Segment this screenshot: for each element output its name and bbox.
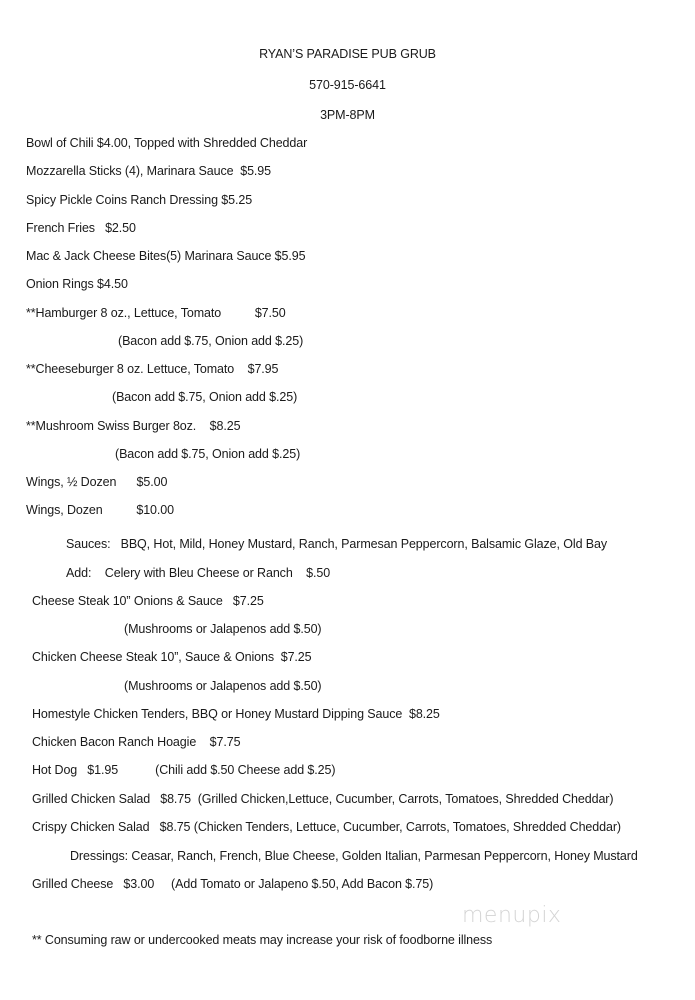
menu-line: Dressings: Ceasar, Ranch, French, Blue Cheese, Golden Italian, Parmesan Peppercorn, Honey Mustard	[70, 849, 638, 863]
menu-line: (Mushrooms or Jalapenos add $.50)	[124, 679, 322, 693]
menu-line: Homestyle Chicken Tenders, BBQ or Honey Mustard Dipping Sauce $8.25	[32, 707, 440, 721]
menu-line: Wings, ½ Dozen $5.00	[26, 475, 168, 489]
menu-line: **Hamburger 8 oz., Lettuce, Tomato $7.50	[26, 306, 286, 320]
menu-line: **Cheeseburger 8 oz. Lettuce, Tomato $7.95	[26, 362, 279, 376]
menu-line: Grilled Cheese $3.00 (Add Tomato or Jalapeno $.50, Add Bacon $.75)	[32, 877, 434, 891]
menu-line: Chicken Cheese Steak 10”, Sauce & Onions $7.25	[32, 650, 312, 664]
menu-line: (Bacon add $.75, Onion add $.25)	[115, 447, 301, 461]
menu-line: Sauces: BBQ, Hot, Mild, Honey Mustard, Ranch, Parmesan Peppercorn, Balsamic Glaze, Old Bay	[66, 537, 608, 551]
menu-line: Onion Rings $4.50	[26, 277, 128, 291]
menu-line: Cheese Steak 10” Onions & Sauce $7.25	[32, 594, 264, 608]
hours: 3PM-8PM	[320, 108, 375, 122]
menu-line: Grilled Chicken Salad $8.75 (Grilled Chicken,Lettuce, Cucumber, Carrots, Tomatoes, Shredded Cheddar)	[32, 792, 614, 806]
food-safety-disclaimer: ** Consuming raw or undercooked meats may increase your risk of foodborne illness	[32, 933, 493, 947]
menu-line: Chicken Bacon Ranch Hoagie $7.75	[32, 735, 241, 749]
watermark-logo: menupix	[462, 903, 562, 928]
phone-number: 570-915-6641	[309, 78, 386, 92]
menu-line: **Mushroom Swiss Burger 8oz. $8.25	[26, 419, 241, 433]
menu-line: Crispy Chicken Salad $8.75 (Chicken Tenders, Lettuce, Cucumber, Carrots, Tomatoes, Shredded Cheddar)	[32, 820, 621, 834]
menu-line: French Fries $2.50	[26, 221, 136, 235]
menu-line: (Bacon add $.75, Onion add $.25)	[118, 334, 304, 348]
menu-line: Mozzarella Sticks (4), Marinara Sauce $5.95	[26, 164, 272, 178]
menu-line: (Mushrooms or Jalapenos add $.50)	[124, 622, 322, 636]
menu-line: (Bacon add $.75, Onion add $.25)	[112, 390, 298, 404]
menu-line: Bowl of Chili $4.00, Topped with Shredded Cheddar	[26, 136, 308, 150]
menu-line: Hot Dog $1.95 (Chili add $.50 Cheese add $.25)	[32, 763, 336, 777]
menu-line: Spicy Pickle Coins Ranch Dressing $5.25	[26, 193, 253, 207]
menu-line: Wings, Dozen $10.00	[26, 503, 174, 517]
menu-line: Mac & Jack Cheese Bites(5) Marinara Sauce $5.95	[26, 249, 306, 263]
menu-line: Add: Celery with Bleu Cheese or Ranch $.50	[66, 566, 331, 580]
restaurant-name: RYAN’S PARADISE PUB GRUB	[259, 47, 436, 61]
